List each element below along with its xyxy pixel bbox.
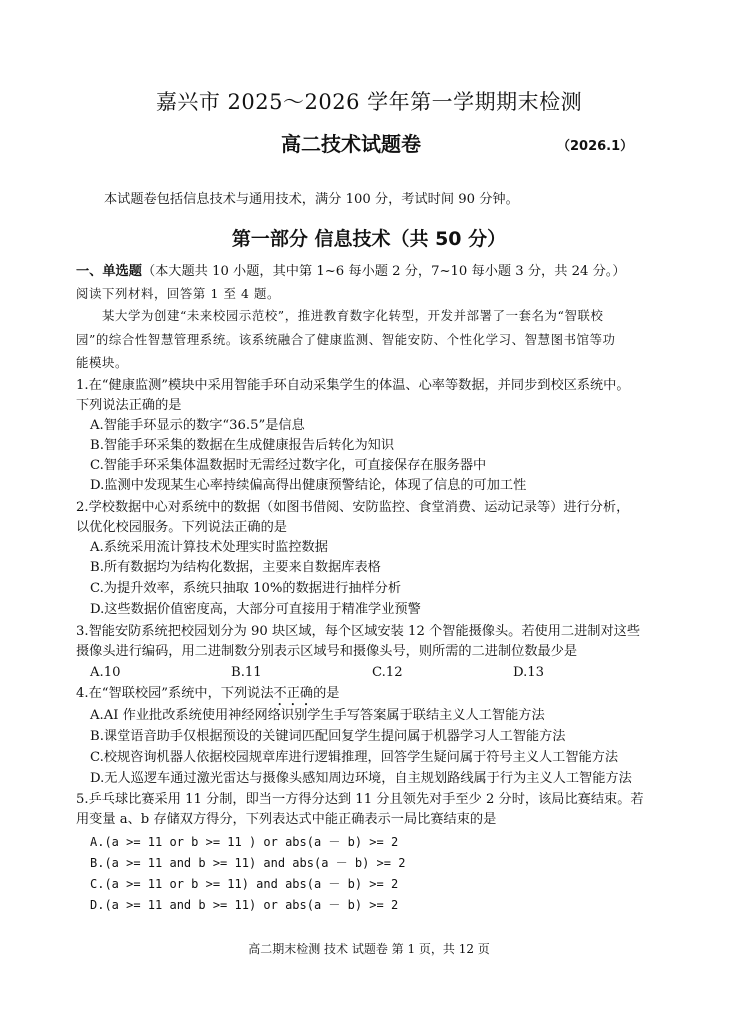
- answer-option: A.系统采用流计算技术处理实时监控数据: [90, 540, 328, 555]
- exam-subtitle: 高二技术试题卷: [281, 132, 421, 156]
- answer-option: B.智能手环采集的数据在生成健康报告后转化为知识: [90, 438, 395, 453]
- answer-option: A.(a >= 11 or b >= 11 ) or abs(a － b) >= 2: [90, 835, 399, 849]
- answer-option: D.13: [513, 665, 545, 680]
- emphasis-not-correct: 不正确: [273, 686, 314, 701]
- answer-option: A.10: [90, 665, 121, 680]
- question-stem: 用变量 a、b 存储双方得分，下列表达式中能正确表示一局比赛结束的是: [76, 812, 497, 827]
- section-heading-label: 一、单选题: [76, 264, 142, 279]
- answer-option: B.(a >= 11 and b >= 11) and abs(a － b) >= 2: [90, 856, 406, 870]
- read-instruction: 阅读下列材料，回答第 1 至 4 题。: [76, 286, 280, 301]
- exam-title: 嘉兴市 2025～2026 学年第一学期期末检测: [155, 90, 583, 114]
- question-stem: 5.乒乓球比赛采用 11 分制，即当一方得分达到 11 分且领先对手至少 2 分时，该局比赛结束。若: [76, 792, 644, 807]
- answer-option: D.无人巡逻车通过激光雷达与摄像头感知周边环境，自主规划路线属于行为主义人工智能方法: [90, 771, 632, 786]
- section-heading: [76, 262, 626, 282]
- answer-option: D.(a >= 11 and b >= 11) or abs(a － b) >= 2: [90, 898, 399, 912]
- material-line: 园”的综合性智慧管理系统。该系统融合了健康监测、智能安防、个性化学习、智慧图书馆等功: [76, 332, 616, 347]
- material-line: 某大学为创建“未来校园示范校”，推进教育数字化转型，开发并部署了一套名为“智联校: [102, 308, 604, 323]
- answer-option: A.智能手环显示的数字“36.5”是信息: [90, 418, 305, 433]
- answer-option: C.(a >= 11 or b >= 11) and abs(a － b) >= 2: [90, 877, 399, 891]
- answer-option: B.11: [231, 665, 262, 680]
- page-footer: 高二期末检测 技术 试题卷 第 1 页，共 12 页: [248, 942, 490, 956]
- answer-option: C.12: [372, 665, 403, 680]
- answer-option: B.所有数据均为结构化数据，主要来自数据库表格: [90, 560, 381, 575]
- answer-option: B.课堂语音助手仅根据预设的关键词匹配回复学生提问属于机器学习人工智能方法: [90, 729, 566, 744]
- answer-option: A.AI 作业批改系统使用神经网络识别学生手写答案属于联结主义人工智能方法: [90, 708, 545, 723]
- answer-option: C.校规咨询机器人依据校园规章库进行逻辑推理，回答学生疑问属于符号主义人工智能方法: [90, 750, 619, 765]
- exam-date: （2026.1）: [557, 139, 634, 154]
- question-stem: 1.在“健康监测”模块中采用智能手环自动采集学生的体温、心率等数据，并同步到校区系统中。: [76, 378, 630, 393]
- question-stem-suffix: 的是: [313, 686, 340, 701]
- answer-option: C.为提升效率，系统只抽取 10%的数据进行抽样分析: [90, 581, 402, 596]
- exam-intro: 本试题卷包括信息技术与通用技术，满分 100 分，考试时间 90 分钟。: [104, 192, 519, 207]
- material-line: 能模块。: [76, 355, 128, 370]
- answer-option: C.智能手环采集体温数据时无需经过数字化，可直接保存在服务器中: [90, 458, 487, 473]
- answer-option: D.监测中发现某生心率持续偏高得出健康预警结论，体现了信息的可加工性: [90, 478, 527, 493]
- question-stem: 3.智能安防系统把校园划分为 90 块区域，每个区域安装 12 个智能摄像头。若使用二进制对这些: [76, 624, 641, 639]
- question-stem-prefix: 4.在“智联校园”系统中，下列说法: [76, 686, 274, 701]
- section-heading-note: （本大题共 10 小题，其中第 1~6 每小题 2 分，7~10 每小题 3 分，共 24 分。）: [141, 264, 626, 279]
- question-stem: 2.学校数据中心对系统中的数据（如图书借阅、安防监控、食堂消费、运动记录等）进行分析，: [76, 500, 630, 515]
- question-stem: 下列说法正确的是: [76, 398, 182, 413]
- answer-option: D.这些数据价值密度高，大部分可直接用于精准学业预警: [90, 602, 421, 617]
- question-stem: 以优化校园服务。下列说法正确的是: [76, 520, 287, 535]
- part-one-title: 第一部分 信息技术（共 50 分）: [231, 228, 507, 250]
- question-stem: 摄像头进行编码，用二进制数分别表示区域号和摄像头号，则所需的二进制位数最少是: [76, 644, 578, 659]
